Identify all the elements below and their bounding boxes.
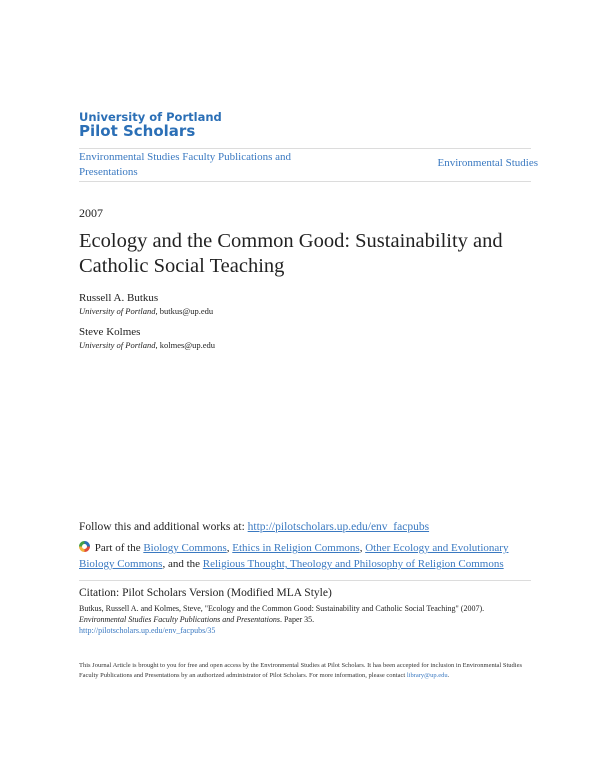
publication-year: 2007 <box>79 206 103 220</box>
commons-network-icon <box>79 541 90 552</box>
divider <box>79 580 531 581</box>
citation-text: Butkus, Russell A. and Kolmes, Steve, "Ecology and the Common Good: Sustainability and Catholic Social Teaching" (2007). Environmental Studies Faculty Publications and Presentations. Paper 35. http://pilotscholars.up.edu/env_facpubs/35 <box>79 604 485 635</box>
series-link[interactable]: Environmental Studies Faculty Publications and Presentations <box>79 151 292 178</box>
university-name: University of Portland <box>79 110 222 124</box>
ethics-religion-commons-link[interactable]: Ethics in Religion Commons <box>232 542 360 554</box>
repository-name[interactable]: Pilot Scholars <box>79 122 196 140</box>
author-email: kolmes@up.edu <box>159 340 216 350</box>
contact-email-link[interactable]: library@up.edu <box>406 672 448 679</box>
ecology-evolutionary-biology-commons-link[interactable]: Other Ecology and Evolutionary Biology Commons <box>79 542 509 570</box>
author-affiliation: University of Portland, butkus@up.edu <box>79 306 214 316</box>
religious-thought-commons-link[interactable]: Religious Thought, Theology and Philosophy of Religion Commons <box>202 558 504 570</box>
divider <box>79 181 531 182</box>
author-name: Steve Kolmes <box>79 326 141 338</box>
divider <box>79 148 531 149</box>
author-email: butkus@up.edu <box>159 306 214 316</box>
author-affiliation: University of Portland, kolmes@up.edu <box>79 340 216 350</box>
department-link[interactable]: Environmental Studies <box>437 157 538 169</box>
collection-link[interactable]: http://pilotscholars.up.edu/env_facpubs <box>247 521 430 533</box>
journal-name: Environmental Studies Faculty Publications and Presentations <box>79 615 280 624</box>
access-notice: This Journal Article is brought to you for free and open access by the Environmental Studies at Pilot Scholars. It has been accepted for inclusion in Environmental Studies Faculty Publications and Presentations by an authorized administrator of Pilot Scholars. For more information, please contact library@up.edu. <box>79 662 522 679</box>
citation-heading: Citation: Pilot Scholars Version (Modified MLA Style) <box>79 587 332 599</box>
author-name: Russell A. Butkus <box>79 292 159 304</box>
article-title: Ecology and the Common Good: Sustainability and Catholic Social Teaching <box>79 230 503 277</box>
follow-line: Follow this and additional works at: http://pilotscholars.up.edu/env_facpubs <box>79 521 430 533</box>
citation-url-link[interactable]: http://pilotscholars.up.edu/env_facpubs/35 <box>79 626 216 635</box>
biology-commons-link[interactable]: Biology Commons <box>143 542 227 554</box>
part-of-line: Part of the Biology Commons, Ethics in Religion Commons, Other Ecology and Evolutionary Biology Commons, and the Religious Thought, Theology and Philosophy of Religion Commons <box>79 542 509 570</box>
